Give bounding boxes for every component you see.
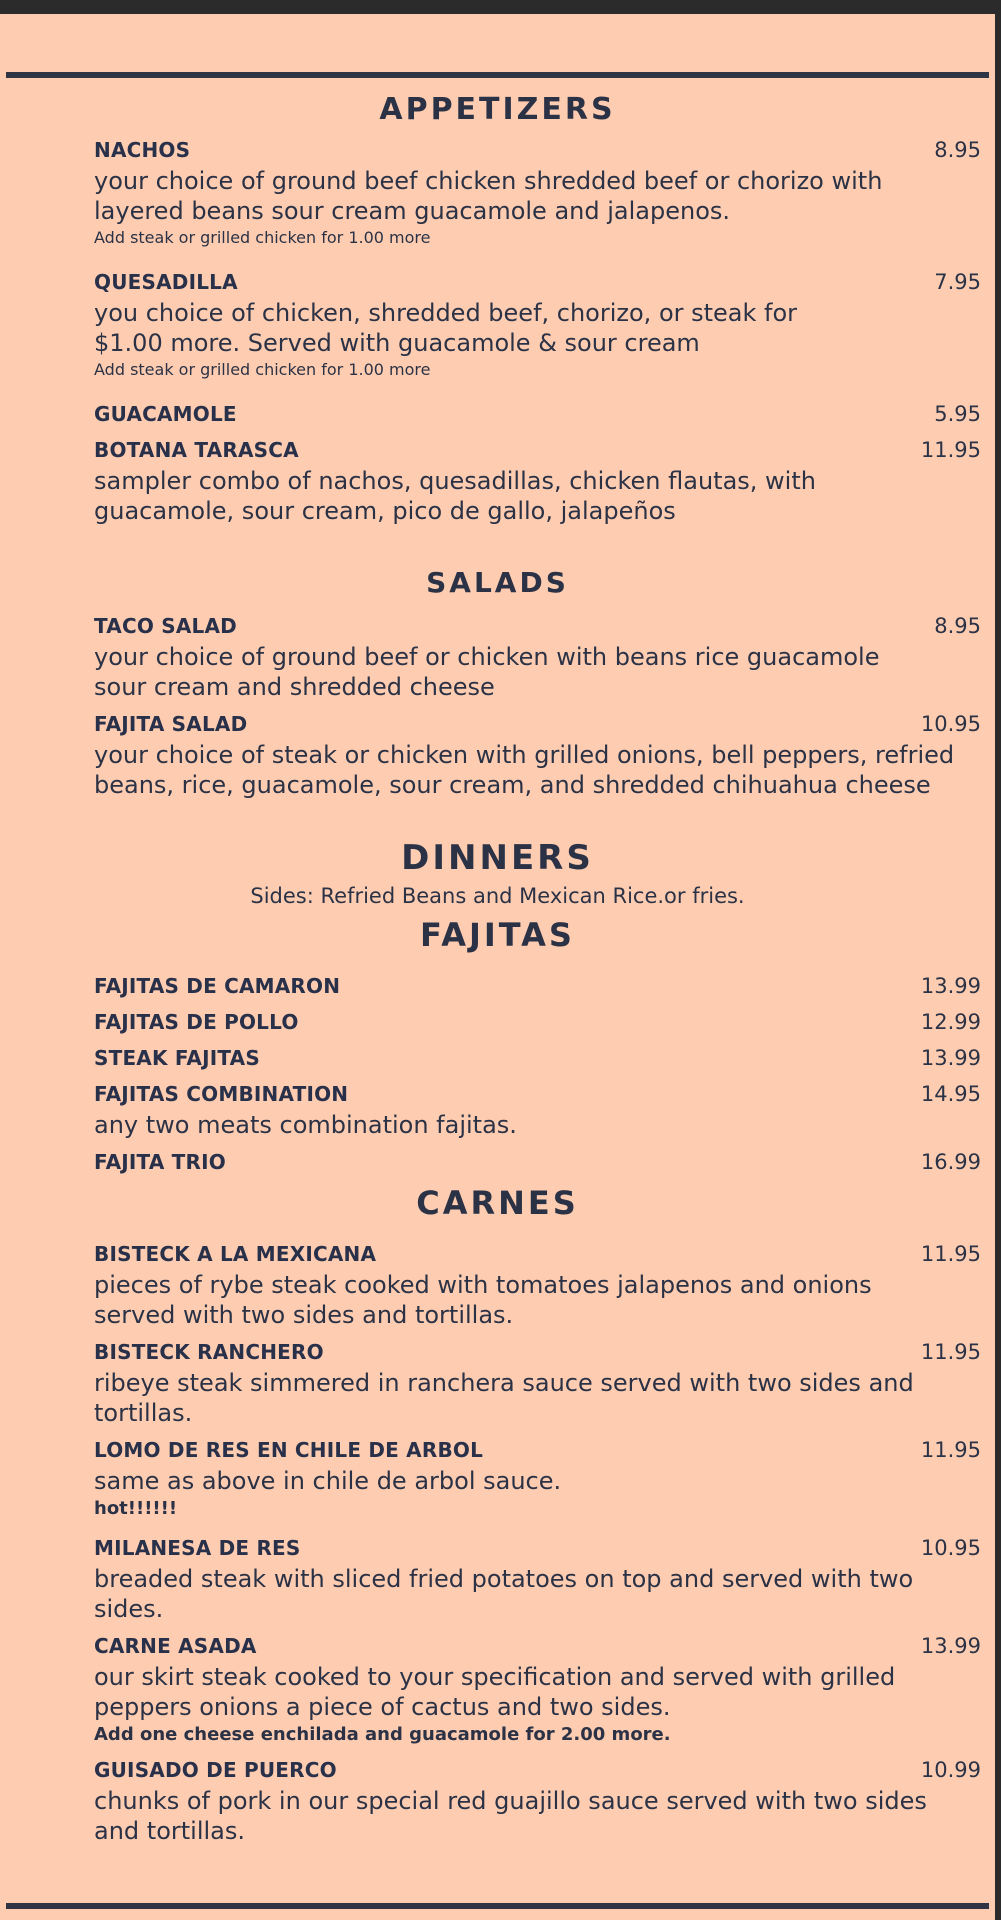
fajita-salad-description: your choice of steak or chicken with grilled onions, bell peppers, refried beans, rice, guacamole, sour cream, and shredded chihuahua cheese [94,741,955,799]
steak-fajitas-name: STEAK FAJITAS [94,1046,260,1070]
fajitas-combination-name: FAJITAS COMBINATION [94,1082,349,1106]
fajitas-camaron-name: FAJITAS DE CAMARON [94,974,341,998]
nachos-note: Add steak or grilled chicken for 1.00 more [94,228,431,247]
bisteck-mexicana-price: 11.95 [920,1242,981,1266]
dinners-sides-note: Sides: Refried Beans and Mexican Rice.or fries. [250,884,745,908]
top-divider [6,72,989,78]
fajita-salad-name: FAJITA SALAD [94,712,248,736]
carne-asada-name: CARNE ASADA [94,1634,257,1658]
nachos-price: 8.95 [934,138,981,162]
fajitas-pollo-name: FAJITAS DE POLLO [94,1010,299,1034]
guisado-price: 10.99 [920,1758,981,1782]
steak-fajitas-price: 13.99 [920,1046,981,1070]
fajitas-combination-description: any two meats combination fajitas. [94,1111,517,1139]
guacamole-price: 5.95 [934,402,981,426]
fajita-trio-name: FAJITA TRIO [94,1150,226,1174]
fajitas-camaron-price: 13.99 [920,974,981,998]
carne-asada-price: 13.99 [920,1634,981,1658]
guisado-description: chunks of pork in our special red guajillo sauce served with two sides and tortillas. [94,1787,927,1845]
quesadilla-note: Add steak or grilled chicken for 1.00 more [94,360,431,379]
fajita-salad-price: 10.95 [920,712,981,736]
milanesa-name: MILANESA DE RES [94,1536,301,1560]
bisteck-ranchero-description: ribeye steak simmered in ranchera sauce served with two sides and tortillas. [94,1369,914,1427]
bottom-divider [6,1903,989,1909]
taco-salad-description: your choice of ground beef or chicken with beans rice guacamole sour cream and shredded cheese [94,643,880,701]
carnes-heading: CARNES [416,1184,579,1222]
nachos-name: NACHOS [94,138,191,162]
quesadilla-name: QUESADILLA [94,270,238,294]
botana-price: 11.95 [920,438,981,462]
botana-name: BOTANA TARASCA [94,438,299,462]
guacamole-name: GUACAMOLE [94,402,237,426]
milanesa-price: 10.95 [920,1536,981,1560]
fajitas-heading: FAJITAS [420,916,575,954]
dinners-heading: DINNERS [401,838,594,878]
taco-salad-name: TACO SALAD [94,614,237,638]
fajita-trio-price: 16.99 [920,1150,981,1174]
taco-salad-price: 8.95 [934,614,981,638]
lomo-de-res-description: same as above in chile de arbol sauce. [94,1467,562,1495]
salads-heading: SALADS [426,566,569,599]
nachos-description: your choice of ground beef chicken shredded beef or chorizo with layered beans sour cream guacamole and jalapenos. [94,167,883,225]
lomo-de-res-price: 11.95 [920,1438,981,1462]
bisteck-mexicana-description: pieces of rybe steak cooked with tomatoes jalapenos and onions served with two sides and tortillas. [94,1271,872,1329]
guisado-name: GUISADO DE PUERCO [94,1758,337,1782]
bisteck-ranchero-price: 11.95 [920,1340,981,1364]
botana-description: sampler combo of nachos, quesadillas, chicken flautas, with guacamole, sour cream, pico de gallo, jalapeños [94,467,816,525]
fajitas-combination-price: 14.95 [920,1082,981,1106]
fajitas-pollo-price: 12.99 [920,1010,981,1034]
bisteck-ranchero-name: BISTECK RANCHERO [94,1340,324,1364]
lomo-de-res-note: hot!!!!!! [94,1498,178,1519]
appetizers-heading: APPETIZERS [379,92,616,127]
quesadilla-price: 7.95 [934,270,981,294]
menu-page [0,14,995,1920]
lomo-de-res-name: LOMO DE RES EN CHILE DE ARBOL [94,1438,484,1462]
milanesa-description: breaded steak with sliced fried potatoes on top and served with two sides. [94,1565,914,1623]
carne-asada-description: our skirt steak cooked to your specification and served with grilled peppers onions a piece of cactus and two sides. [94,1663,896,1721]
quesadilla-description: you choice of chicken, shredded beef, chorizo, or steak for $1.00 more. Served with guacamole & sour cream [94,299,798,357]
carne-asada-note: Add one cheese enchilada and guacamole for 2.00 more. [94,1724,671,1745]
bisteck-mexicana-name: BISTECK A LA MEXICANA [94,1242,377,1266]
